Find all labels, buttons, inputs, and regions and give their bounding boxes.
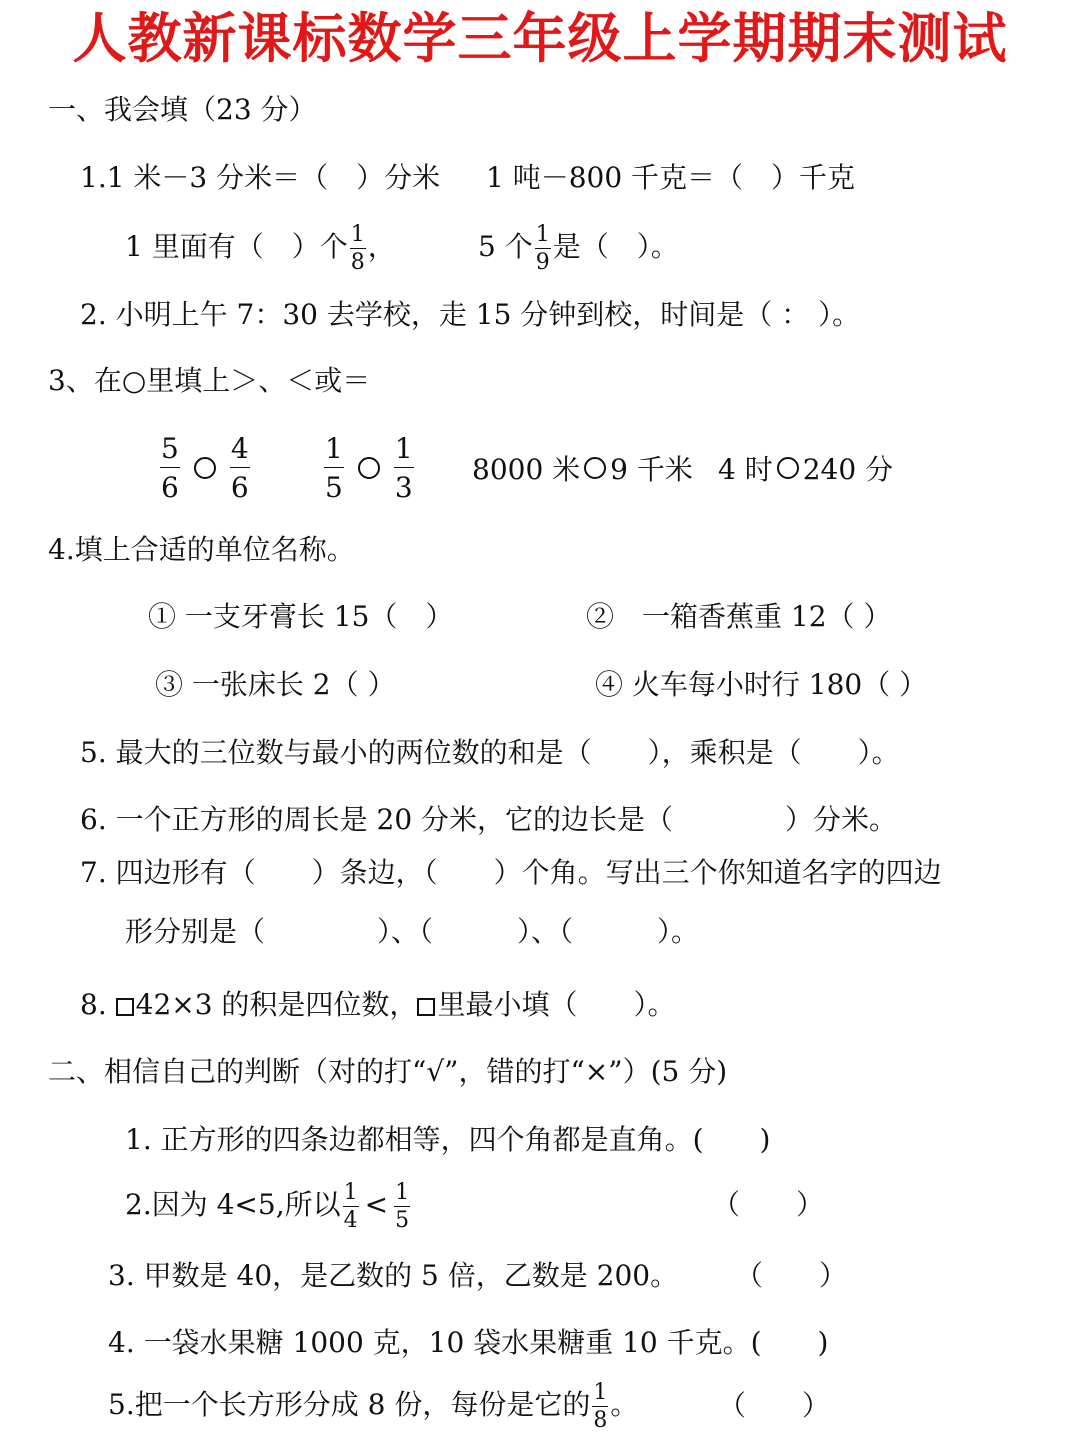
compare-3-left: 8000 米: [472, 453, 581, 486]
judge-5-text: 5.把一个长方形分成 8 份，每份是它的: [108, 1388, 591, 1421]
blank-square-icon: [417, 998, 435, 1016]
less-than-sign: <: [364, 1188, 389, 1221]
fraction-one-eighth: $\frac{1}{8}$: [350, 221, 365, 275]
fraction-one-fourth: $\frac{1}{4}$: [343, 1179, 358, 1233]
q3-heading: 3、在○里填上＞、＜或＝: [48, 364, 371, 397]
compare-item-2: [322, 428, 416, 508]
compare-4-left: 4 时: [718, 453, 773, 486]
compare-circle-4[interactable]: [777, 457, 799, 479]
q1-line1-part-a: 1.1 米－3 分米＝（ ）分米: [80, 161, 441, 194]
blank-square-icon: [116, 998, 134, 1016]
compare-item-3: [472, 428, 693, 508]
fraction-one-fifth-judge: $\frac{1}{5}$: [395, 1179, 410, 1233]
fraction-one-ninth: $\frac{1}{9}$: [535, 221, 550, 275]
q7-line-2: 形分别是（ ）、（ ）、（ ）。: [125, 915, 700, 948]
q8-number: 8.: [80, 988, 116, 1021]
q1-line2a-text: 1 里面有（ ）个: [125, 230, 348, 263]
compare-item-1: [158, 428, 252, 508]
page-title: 人教新课标数学三年级上学期期末测试: [72, 7, 1008, 70]
q2-text: 2. 小明上午 7：30 去学校，走 15 分钟到校，时间是（ ： ）。: [80, 298, 861, 331]
judge-5: [108, 1380, 638, 1432]
section2-heading: 二、相信自己的判断（对的打“√”，错的打“×”）(5 分): [48, 1055, 728, 1088]
q6-text: 6. 一个正方形的周长是 20 分米，它的边长是（ ）分米。: [80, 803, 898, 836]
q3-comparisons: [0, 428, 1080, 508]
q5-text: 5. 最大的三位数与最小的两位数的和是（ ），乘积是（ ）。: [80, 736, 900, 769]
fraction-one-third: $\frac{1}{3}$: [394, 431, 413, 504]
q4-item-4: ④ 火车每小时行 180（ ）: [595, 668, 928, 701]
q1-line2b-post: 是（ ）。: [552, 230, 679, 263]
judge-4: 4. 一袋水果糖 1000 克，10 袋水果糖重 10 千克。( ): [108, 1326, 829, 1359]
q4-heading: 4.填上合适的单位名称。: [48, 533, 355, 566]
q4-item-3: ③ 一张床长 2（ ）: [155, 668, 396, 701]
judge-2: [125, 1180, 412, 1232]
q7-line-1: 7. 四边形有（ ）条边，（ ）个角。写出三个你知道名字的四边: [80, 856, 942, 889]
compare-4-right: 240 分: [802, 453, 894, 486]
compare-circle-3[interactable]: [584, 457, 606, 479]
q4-item-2: ② 一箱香蕉重 12（ ）: [586, 600, 892, 633]
q1-line2a-comma: ，: [367, 230, 396, 263]
judge-3: 3. 甲数是 40，是乙数的 5 倍，乙数是 200。: [108, 1259, 679, 1292]
q1-line2b-text: 5 个: [478, 230, 533, 263]
q8-end: 里最小填（ ）。: [437, 988, 676, 1021]
q1-line1-part-b: 1 吨－800 千克＝（ ）千克: [486, 161, 856, 194]
q1-line2-part-a: [125, 222, 396, 274]
q1-line2-part-b: [478, 222, 679, 274]
judge-2-text: 2.因为 4<5,所以: [125, 1188, 341, 1221]
judge-5-period: 。: [610, 1388, 639, 1421]
compare-circle-1[interactable]: [194, 457, 216, 479]
fraction-one-eighth-judge: $\frac{1}{8}$: [593, 1379, 608, 1433]
judge-5-answer[interactable]: （ ）: [718, 1389, 831, 1422]
section1-heading: 一、我会填（23 分）: [48, 93, 317, 126]
compare-item-4: [718, 428, 893, 508]
q4-item-1: ① 一支牙膏长 15（ ）: [148, 600, 454, 633]
fraction-four-sixths: $\frac{4}{6}$: [230, 431, 249, 504]
judge-3-answer[interactable]: （ ）: [735, 1259, 848, 1292]
compare-3-right: 9 千米: [610, 453, 693, 486]
q8-text: [80, 985, 675, 1025]
judge-2-answer[interactable]: （ ）: [712, 1188, 825, 1221]
fraction-five-sixths: $\frac{5}{6}$: [161, 431, 179, 504]
q8-middle: 42×3 的积是四位数，: [135, 988, 418, 1021]
judge-1: 1. 正方形的四条边都相等，四个角都是直角。( ): [125, 1123, 771, 1156]
fraction-one-fifth: $\frac{1}{5}$: [325, 431, 343, 504]
compare-circle-2[interactable]: [358, 457, 380, 479]
